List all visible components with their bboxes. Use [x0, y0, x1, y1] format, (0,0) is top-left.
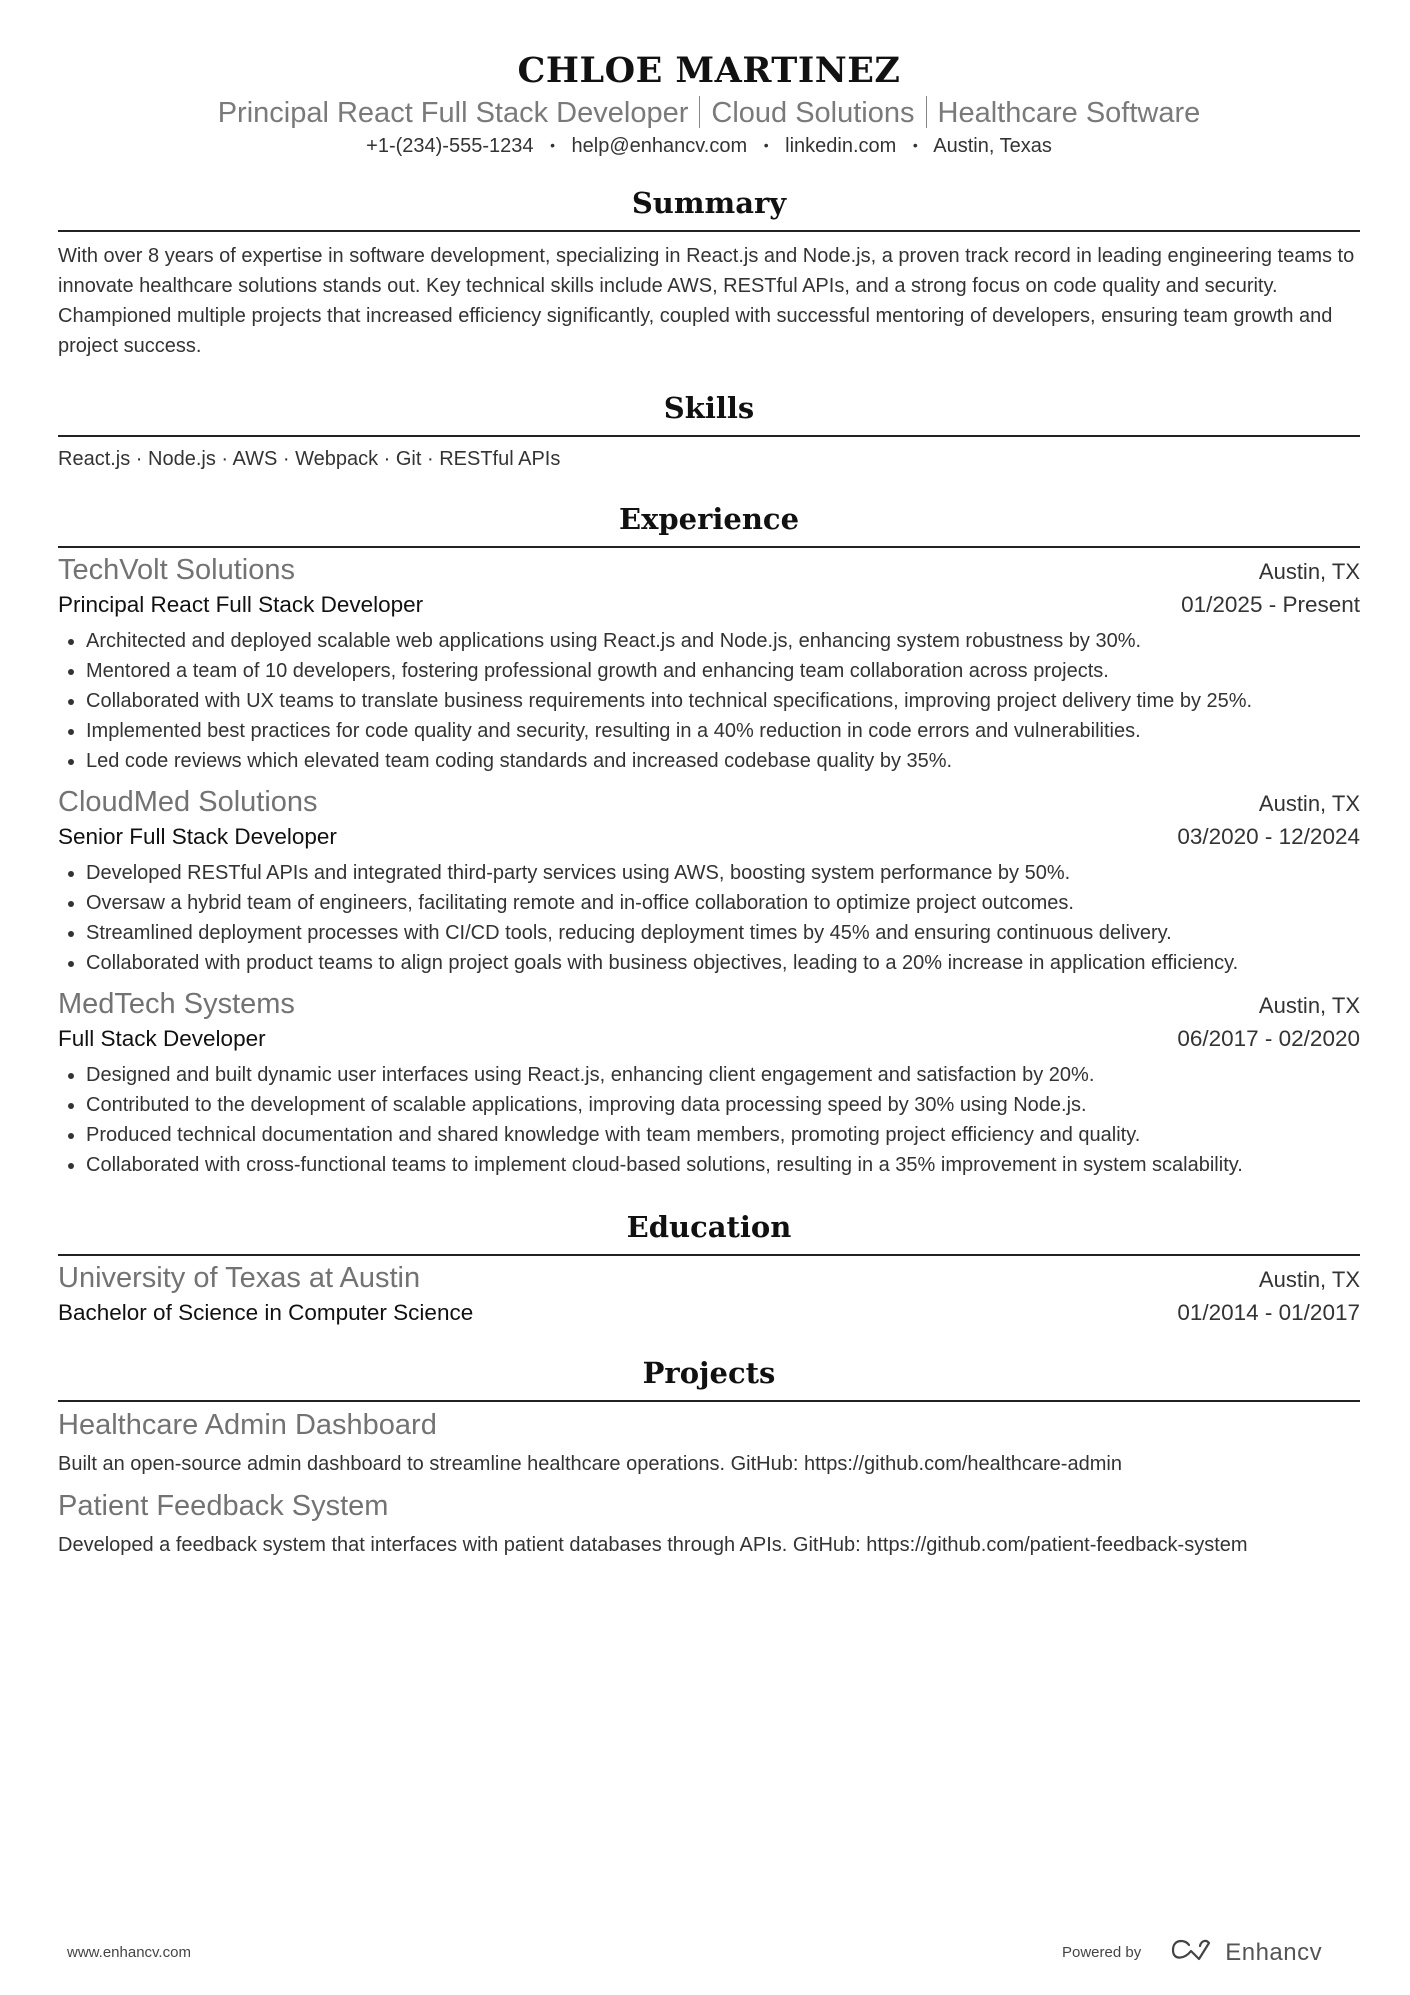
resume-header: [58, 0, 1360, 159]
section-divider: [58, 546, 1360, 548]
summary-section: [58, 184, 1360, 361]
job-dates: 06/2017 - 02/2020: [1177, 1026, 1360, 1051]
company-name: MedTech Systems: [58, 988, 295, 1020]
headline-divider: [699, 96, 700, 128]
education-section: [58, 1208, 1360, 1330]
brand-name: Enhancv: [1225, 1938, 1323, 1966]
project-name: Healthcare Admin Dashboard: [58, 1409, 437, 1441]
section-title-experience: Experience: [618, 502, 800, 536]
job-bullets: [58, 858, 1360, 978]
school-name: University of Texas at Austin: [58, 1262, 421, 1294]
education-dates: 01/2014 - 01/2017: [1177, 1300, 1360, 1325]
enhancv-logo-icon: [1169, 1937, 1215, 1968]
bullet-item: Produced technical documentation and shared knowledge with team members, promoting project efficiency and quality.: [58, 1120, 1360, 1150]
bullet-item: Mentored a team of 10 developers, fostering professional growth and enhancing team collaboration across projects.: [58, 656, 1360, 686]
education-entry: [58, 1260, 1360, 1330]
footer-branding[interactable]: [1062, 1937, 1322, 1968]
project-description: Developed a feedback system that interfaces with patient databases through APIs. GitHub: https://github.com/patient-feedback-system: [58, 1534, 1248, 1556]
company-name: CloudMed Solutions: [58, 786, 318, 818]
headline-part: Principal React Full Stack Developer: [217, 97, 689, 129]
project-entry: [58, 1487, 1360, 1560]
job-dates: 03/2020 - 12/2024: [1177, 824, 1360, 849]
headline-divider: [926, 96, 927, 128]
location: Austin, Texas: [933, 135, 1052, 157]
project-entry: [58, 1406, 1360, 1479]
resume-page: [58, 0, 1360, 1560]
projects-section: [58, 1354, 1360, 1560]
bullet-item: Collaborated with cross-functional teams to implement cloud-based solutions, resulting in a 35% improvement in system scalability.: [58, 1150, 1360, 1180]
section-title-skills: Skills: [663, 391, 755, 425]
bullet-separator: •: [550, 137, 555, 153]
job-bullets: [58, 1060, 1360, 1180]
job-title: Senior Full Stack Developer: [58, 824, 337, 849]
job-entry: [58, 986, 1360, 1180]
project-description: Built an open-source admin dashboard to streamline healthcare operations. GitHub: https://github.com/healthcare-admin: [58, 1453, 1122, 1475]
degree: Bachelor of Science in Computer Science: [58, 1300, 474, 1325]
linkedin-link[interactable]: linkedin.com: [785, 135, 897, 157]
bullet-item: Collaborated with product teams to align project goals with business objectives, leading to a 20% increase in application efficiency.: [58, 948, 1360, 978]
headline: [58, 94, 1360, 132]
bullet-item: Developed RESTful APIs and integrated third-party services using AWS, boosting system performance by 50%.: [58, 858, 1360, 888]
bullet-item: Architected and deployed scalable web applications using React.js and Node.js, enhancing system robustness by 30%.: [58, 626, 1360, 656]
job-entry: [58, 784, 1360, 978]
job-location: Austin, TX: [1258, 791, 1360, 816]
bullet-item: Streamlined deployment processes with CI/CD tools, reducing deployment times by 45% and ensuring continuous delivery.: [58, 918, 1360, 948]
bullet-item: Collaborated with UX teams to translate business requirements into technical specifications, improving project delivery time by 25%.: [58, 686, 1360, 716]
section-divider: [58, 435, 1360, 437]
job-location: Austin, TX: [1258, 559, 1360, 584]
project-name: Patient Feedback System: [58, 1490, 389, 1522]
section-divider: [58, 1400, 1360, 1402]
bullet-item: Implemented best practices for code quality and security, resulting in a 40% reduction in code errors and vulnerabilities.: [58, 716, 1360, 746]
bullet-item: Led code reviews which elevated team coding standards and increased codebase quality by 35%.: [58, 746, 1360, 776]
skills-list: React.js · Node.js · AWS · Webpack · Git · RESTful APIs: [58, 448, 561, 470]
job-bullets: [58, 626, 1360, 776]
section-title-projects: Projects: [642, 1356, 776, 1390]
job-entry: [58, 552, 1360, 776]
bullet-separator: •: [912, 137, 918, 153]
footer-website-link[interactable]: www.enhancv.com: [67, 1944, 191, 1961]
bullet-item: Contributed to the development of scalable applications, improving data processing speed by 30% using Node.js.: [58, 1090, 1360, 1120]
bullet-item: Designed and built dynamic user interfaces using React.js, enhancing client engagement and satisfaction by 20%.: [58, 1060, 1360, 1090]
contact-line: [58, 132, 1360, 159]
job-location: Austin, TX: [1258, 993, 1360, 1018]
section-title-summary: Summary: [631, 186, 787, 220]
job-dates: 01/2025 - Present: [1181, 592, 1360, 617]
email-link[interactable]: help@enhancv.com: [571, 135, 748, 157]
candidate-name: CHLOE MARTINEZ: [517, 50, 901, 91]
bullet-item: Oversaw a hybrid team of engineers, facilitating remote and in-office collaboration to optimize project outcomes.: [58, 888, 1360, 918]
skills-section: [58, 389, 1360, 474]
phone: +1-(234)-555-1234: [366, 135, 534, 157]
job-title: Full Stack Developer: [58, 1026, 266, 1051]
section-title-education: Education: [626, 1210, 792, 1244]
headline-part: Cloud Solutions: [711, 97, 915, 129]
company-name: TechVolt Solutions: [58, 554, 295, 586]
summary-text: With over 8 years of expertise in software development, specializing in React.js and Node.js, a proven track record in leading engineering teams to innovate healthcare solutions stands out. Key technical skills include AWS, RESTful APIs, and a strong focus on code quality and security. Championed multiple projects that increased efficiency significantly, coupled with successful mentoring of developers, ensuring team growth and project success.: [58, 245, 1355, 357]
section-divider: [58, 1254, 1360, 1256]
powered-by-label: Powered by: [1062, 1944, 1142, 1961]
experience-section: [58, 500, 1360, 1180]
section-divider: [58, 230, 1360, 232]
job-title: Principal React Full Stack Developer: [58, 592, 424, 617]
bullet-separator: •: [763, 137, 769, 153]
school-location: Austin, TX: [1258, 1267, 1360, 1292]
headline-part: Healthcare Software: [937, 97, 1201, 129]
